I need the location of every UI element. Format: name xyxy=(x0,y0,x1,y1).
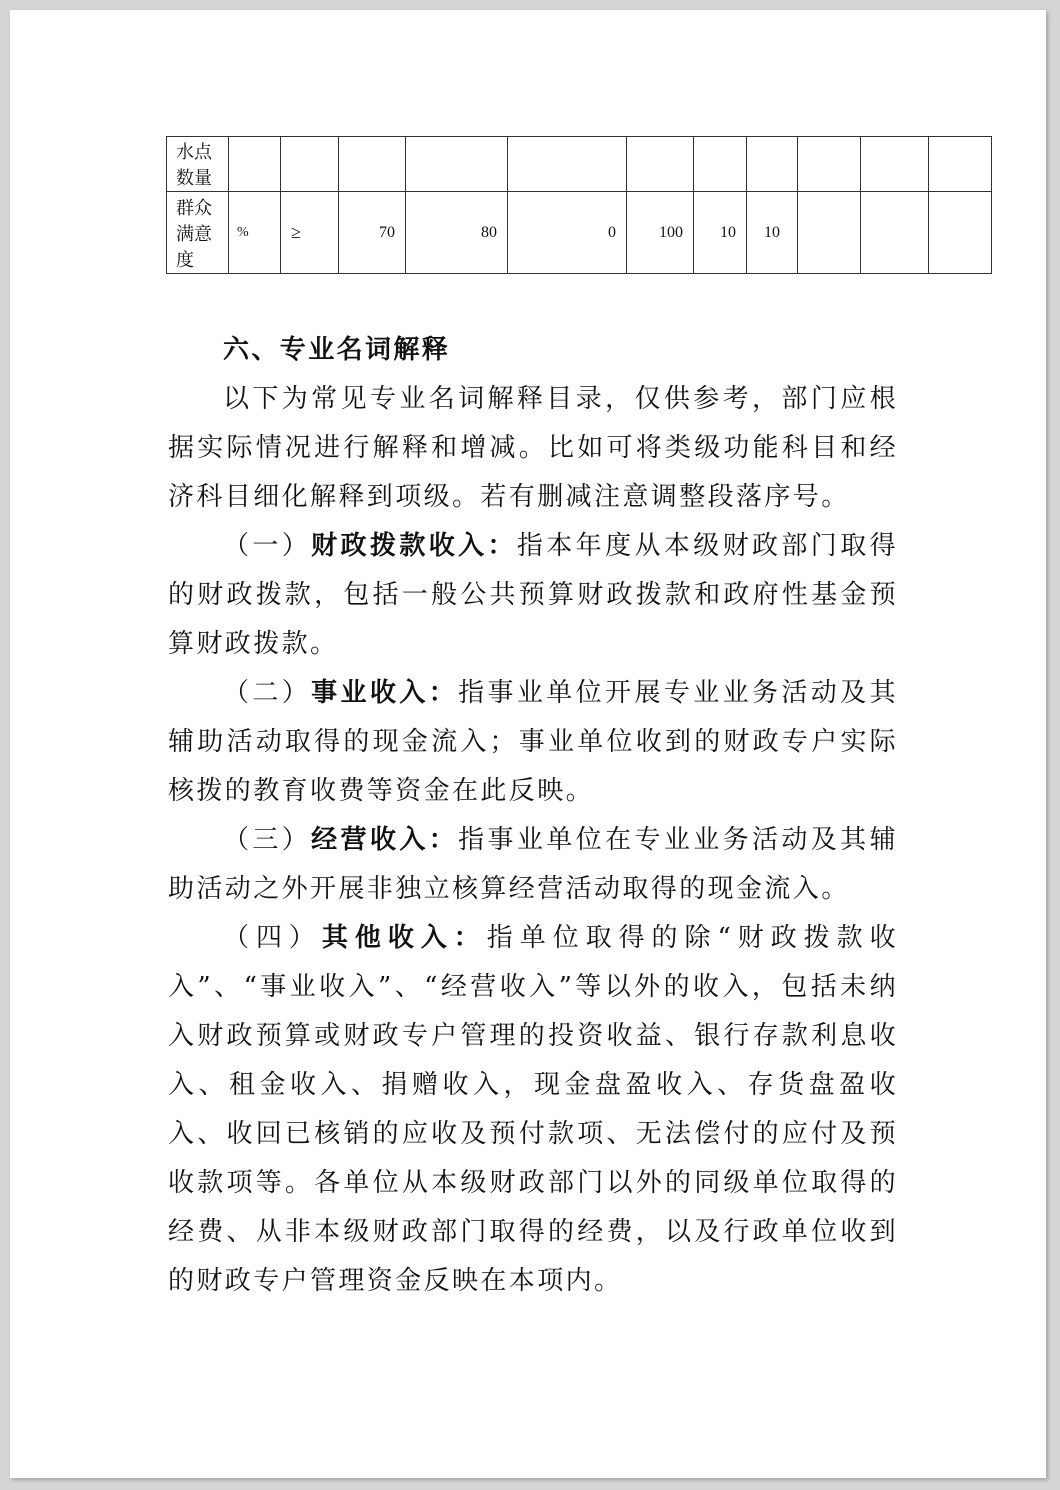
value-cell: 10 xyxy=(694,192,747,274)
value-cell: 0 xyxy=(508,192,627,274)
table-cell xyxy=(508,137,627,192)
item-text: 指单位取得的除“财政拨款收入”、“事业收入”、“经营收入”等以外的收入，包括未纳入财政预算或财政专户管理的投资收益、银行存款利息收入、租金收入、捐赠收入，现金盘盈收入、存货盘盈收入、收回已核销的应收及预付款项、无法偿付的应付及预收款项等。各单位从本级财政部门以外的同级单位取得的经费、从非本级财政部门取得的经费，以及行政单位收到的财政专户管理资金反映在本项内。 xyxy=(168,923,898,1296)
document-page xyxy=(10,10,1046,1478)
table-cell xyxy=(929,137,992,192)
definition-paragraph xyxy=(168,816,898,914)
section-heading: 六、专业名词解释 xyxy=(223,335,451,365)
table-cell xyxy=(406,137,508,192)
table-cell xyxy=(798,137,861,192)
definition-paragraph xyxy=(168,669,898,816)
item-text: 指事业单位开展专业业务活动及其辅助活动取得的现金流入；事业单位收到的财政专户实际核拨的教育收费等资金在此反映。 xyxy=(168,678,898,806)
table-cell xyxy=(861,137,929,192)
value-cell: 80 xyxy=(406,192,508,274)
table-row xyxy=(167,137,992,192)
indicator-label: 群众满意度 xyxy=(167,192,229,274)
item-term: 经营收入： xyxy=(311,825,459,855)
operator-cell: ≥ xyxy=(281,192,339,274)
item-text: 指事业单位在专业业务活动及其辅助活动之外开展非独立核算经营活动取得的现金流入。 xyxy=(168,825,898,904)
item-term: 财政拨款收入： xyxy=(311,531,517,561)
indicator-label: 水点数量 xyxy=(167,137,229,192)
unit-cell: % xyxy=(229,192,281,274)
table-cell xyxy=(798,192,861,274)
item-prefix: （一） xyxy=(223,531,312,561)
item-term: 其他收入： xyxy=(321,923,487,953)
item-prefix: （二） xyxy=(223,678,312,708)
table-cell xyxy=(747,137,798,192)
table-row xyxy=(167,192,992,274)
table-cell xyxy=(861,192,929,274)
item-prefix: （四） xyxy=(223,923,322,953)
item-prefix: （三） xyxy=(223,825,312,855)
value-cell: 10 xyxy=(747,192,798,274)
intro-paragraph: 以下为常见专业名词解释目录，仅供参考，部门应根据实际情况进行解释和增减。比如可将类级功能科目和经济科目细化解释到项级。若有删减注意调整段落序号。 xyxy=(168,384,898,512)
value-cell: 70 xyxy=(339,192,406,274)
definition-paragraph xyxy=(168,914,898,1306)
section-body xyxy=(168,326,898,1306)
table-cell xyxy=(339,137,406,192)
definition-paragraph xyxy=(168,522,898,669)
table-cell xyxy=(229,137,281,192)
table-cell xyxy=(929,192,992,274)
performance-table xyxy=(166,136,992,274)
table-cell xyxy=(694,137,747,192)
value-cell: 100 xyxy=(627,192,694,274)
item-text: 指本年度从本级财政部门取得的财政拨款，包括一般公共预算财政拨款和政府性基金预算财政拨款。 xyxy=(168,531,898,659)
table-cell xyxy=(627,137,694,192)
table-cell xyxy=(281,137,339,192)
item-term: 事业收入： xyxy=(311,678,459,708)
